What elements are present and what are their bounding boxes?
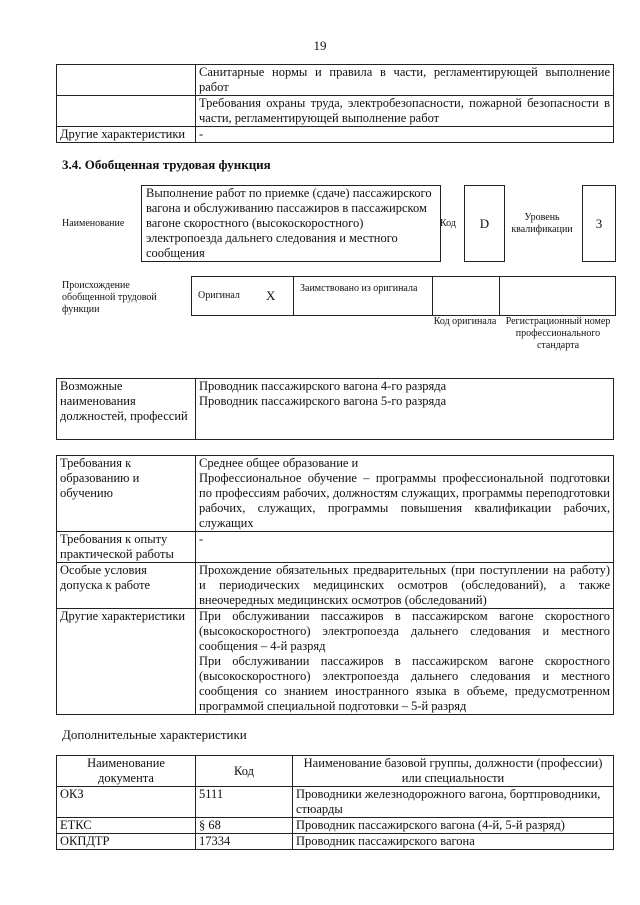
- header-document: Наименование документа: [57, 756, 196, 787]
- requirements-table: [56, 455, 614, 715]
- section-title: 3.4. Обобщенная трудовая функция: [62, 157, 271, 172]
- page-number: 19: [313, 38, 327, 53]
- positions-value: Проводник пассажирского вагона 4-го разряда Проводник пассажирского вагона 5-го разряда: [196, 379, 614, 440]
- positions-label: Возможные наименования должностей, профессий: [57, 379, 196, 440]
- origin-divider-1: [293, 277, 294, 315]
- row-3-group: Проводник пассажирского вагона: [293, 834, 614, 850]
- top-table: [56, 64, 614, 143]
- positions-table: [56, 378, 614, 440]
- origin-divider-3: [499, 277, 500, 315]
- original-label: Оригинал: [198, 290, 240, 301]
- table-row: [57, 834, 614, 850]
- table-row: [57, 787, 614, 818]
- req-education-label: Требования к образованию и обучению: [57, 456, 196, 532]
- top-row-value-3: -: [196, 127, 614, 143]
- level-label: Уровень квалификации: [511, 212, 573, 235]
- additional-table: [56, 755, 614, 850]
- top-row-value-1: Санитарные нормы и правила в части, регламентирующей выполнение работ: [196, 65, 614, 96]
- row-3-document: ОКПДТР: [57, 834, 196, 850]
- req-other-value: При обслуживании пассажиров в пассажирском вагоне скоростного (высокоскоростного) электропоезда дальнего следования и местного сообщения – 4-й разряд При обслуживании пассажиров в пассажирском вагоне скоростного (высокоскоростного) электропоезда дальнего следования и местного сообщения со знанием иностранного языка в объеме, предусмотренном программой специальной подготовки – 5-й разряд: [196, 609, 614, 715]
- name-label: Наименование: [62, 218, 125, 229]
- top-row-label-1: [57, 65, 196, 96]
- header-group: Наименование базовой группы, должности (профессии) или специальности: [293, 756, 614, 787]
- req-experience-value: -: [196, 532, 614, 563]
- code-value-box: D: [464, 185, 505, 262]
- top-row-label-2: [57, 96, 196, 127]
- table-row: [57, 818, 614, 834]
- header-code: Код: [196, 756, 293, 787]
- row-2-code: § 68: [196, 818, 293, 834]
- origin-divider-2: [432, 277, 433, 315]
- row-1-group: Проводники железнодорожного вагона, бортпроводники, стюарды: [293, 787, 614, 818]
- reg-number-caption: Регистрационный номер профессионального стандарта: [505, 316, 611, 351]
- original-mark: X: [266, 288, 276, 303]
- row-1-code: 5111: [196, 787, 293, 818]
- req-experience-label: Требования к опыту практической работы: [57, 532, 196, 563]
- row-1-document: ОКЗ: [57, 787, 196, 818]
- row-2-group: Проводник пассажирского вагона (4-й, 5-й разряд): [293, 818, 614, 834]
- row-3-code: 17334: [196, 834, 293, 850]
- req-education-value: Среднее общее образование и Профессиональное обучение – программы профессиональной подготовки по профессиям рабочих, должностям служащих, программы переподготовки рабочих, служащих, программы повышения квалификации рабочих, служащих: [196, 456, 614, 532]
- borrowed-label: Заимствовано из оригинала: [300, 283, 418, 294]
- code-original-caption: Код оригинала: [433, 316, 497, 327]
- code-label: Код: [440, 218, 456, 229]
- origin-label: Происхождение обобщенной трудовой функции: [62, 280, 157, 315]
- top-row-value-2: Требования охраны труда, электробезопасности, пожарной безопасности в части, регламентирующей выполнение работ: [196, 96, 614, 127]
- origin-box: [191, 276, 616, 316]
- top-row-label-3: Другие характеристики: [57, 127, 196, 143]
- level-value-box: 3: [582, 185, 616, 262]
- row-2-document: ЕТКС: [57, 818, 196, 834]
- additional-title: Дополнительные характеристики: [62, 727, 247, 742]
- req-admission-value: Прохождение обязательных предварительных (при поступлении на работу) и периодических медицинских осмотров (обследований), а также внеочередных медицинских осмотров (обследований): [196, 563, 614, 609]
- req-admission-label: Особые условия допуска к работе: [57, 563, 196, 609]
- req-other-label: Другие характеристики: [57, 609, 196, 715]
- function-name-box: Выполнение работ по приемке (сдаче) пассажирского вагона и обслуживанию пассажиров в пассажирском вагоне скоростного (высокоскоростного) электропоезда дальнего следования и местного сообщения: [141, 185, 441, 262]
